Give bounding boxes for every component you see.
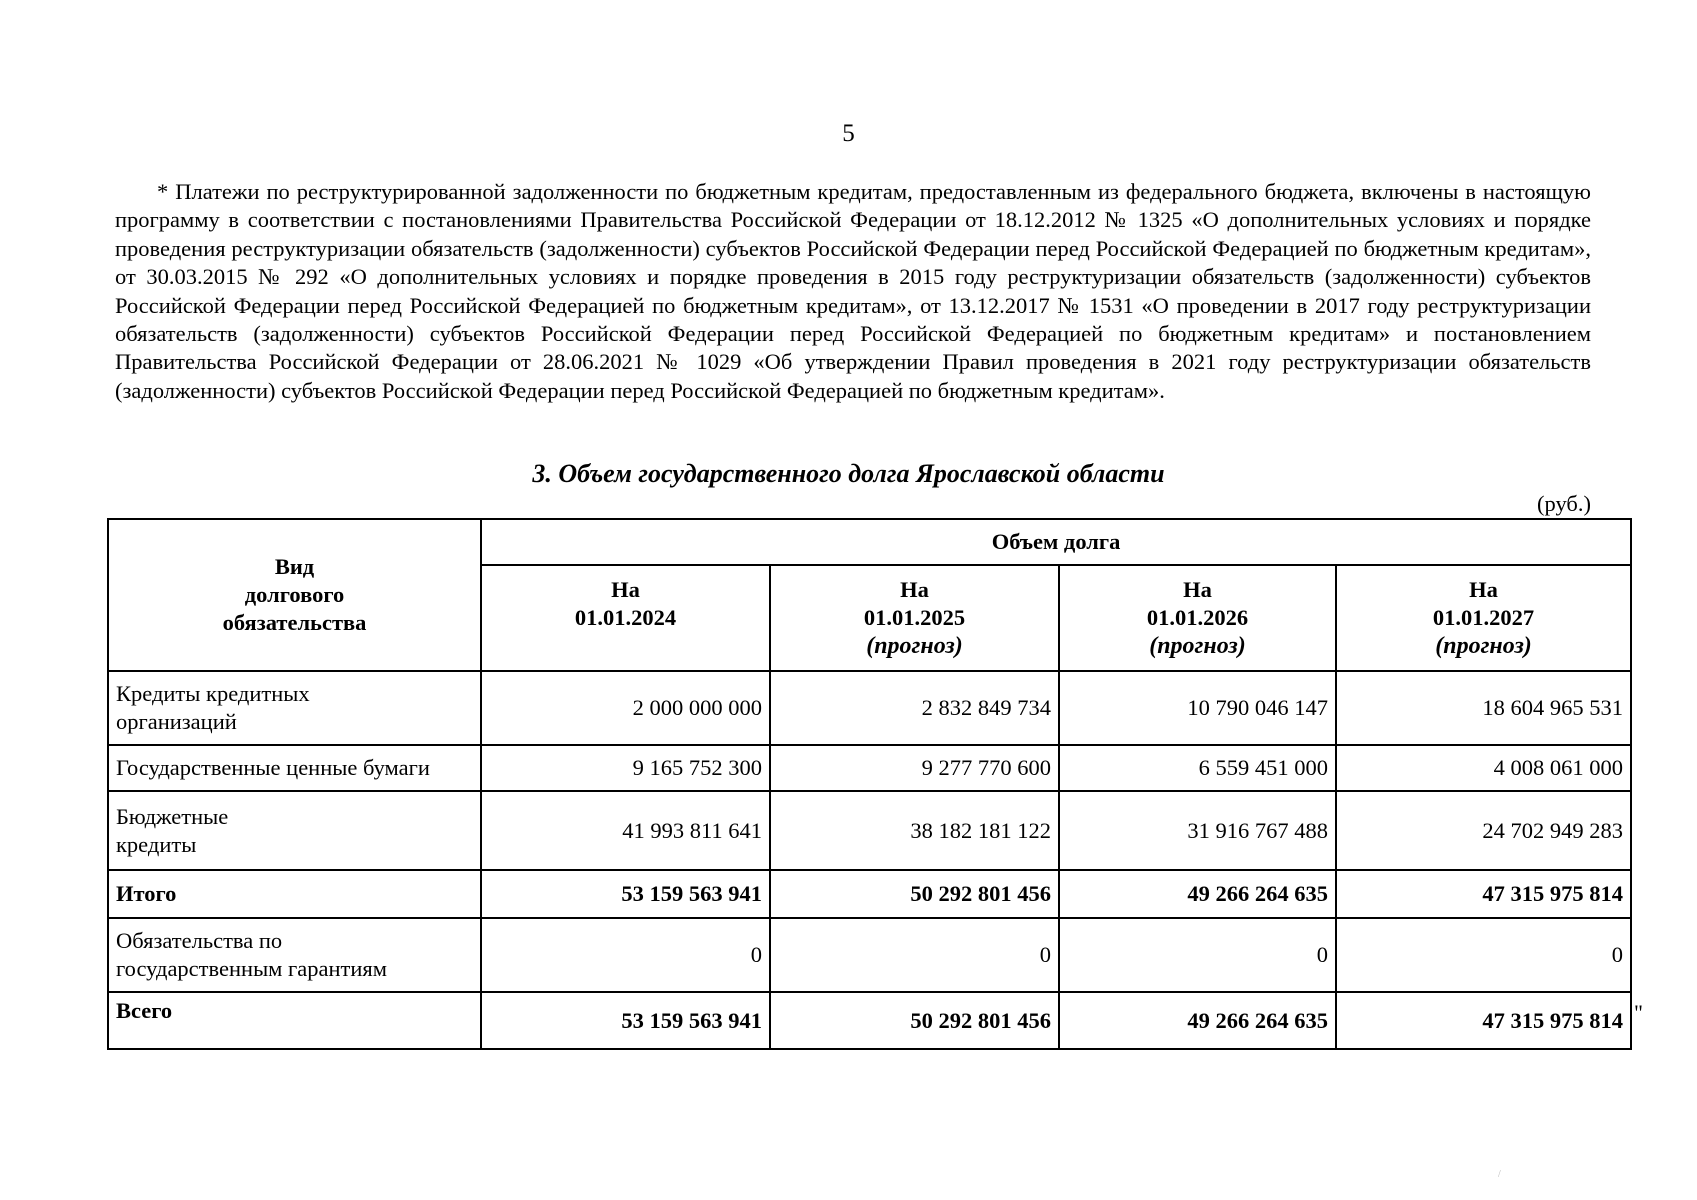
table-row xyxy=(108,745,1631,791)
cell-value: 49 266 264 635 xyxy=(1059,992,1336,1049)
cell-value: 53 159 563 941 xyxy=(481,992,770,1049)
cell-value: 2 832 849 734 xyxy=(770,671,1059,745)
cell-value: 6 559 451 000 xyxy=(1059,745,1336,791)
cell-value: 49 266 264 635 xyxy=(1059,870,1336,918)
cell-value: 9 165 752 300 xyxy=(481,745,770,791)
footnote xyxy=(115,178,1591,405)
header-date-2026 xyxy=(1059,565,1336,671)
header-na: На xyxy=(1183,577,1212,602)
row-label-line: Всего xyxy=(116,998,173,1023)
cell-value: 31 916 767 488 xyxy=(1059,791,1336,870)
cell-value: 47 315 975 814 xyxy=(1336,870,1631,918)
cell-value: 24 702 949 283 xyxy=(1336,791,1631,870)
header-date-2024 xyxy=(481,565,770,671)
debt-table xyxy=(107,518,1632,1050)
cell-value: 4 008 061 000 xyxy=(1336,745,1631,791)
cell-value: 47 315 975 814 xyxy=(1336,992,1631,1049)
header-na: На xyxy=(611,577,640,602)
header-debt-type-line: Вид xyxy=(274,554,315,579)
header-debt-type xyxy=(108,519,481,671)
cell-value: 18 604 965 531 xyxy=(1336,671,1631,745)
header-debt-type-line: обязательства xyxy=(222,610,367,635)
header-debt-volume: Объем долга xyxy=(481,519,1631,565)
header-forecast-note xyxy=(489,632,762,660)
row-label-line: Государственные ценные бумаги xyxy=(116,755,430,780)
header-forecast-note: (прогноз) xyxy=(1149,633,1246,659)
footnote-text: * Платежи по реструктурированной задолженности по бюджетным кредитам, предоставленным из федерального бюджета, включены в настоящую программу в соответствии с постановлениями Правительства Российской Федерации от 18.12.2012 № 1325 «О дополнительных условиях и порядке проведения реструктуризации обязательств (задолженности) субъектов Российской Федерации перед Российской Федерацией по бюджетным кредитам», от 30.03.2015 № 292 «О дополнительных условиях и порядке проведения в 2015 году реструктуризации обязательств (задолженности) субъектов Российской Федерации перед Российской Федерацией по бюджетным кредитам», от 13.12.2017 № 1531 «О проведении в 2017 году реструктуризации обязательств (задолженности) субъектов Российской Федерации перед Российской Федерацией по бюджетным кредитам» и постановлением Правительства Российской Федерации от 28.06.2021 № 1029 «Об утверждении Правил проведения в 2021 году реструктуризации обязательств (задолженности) субъектов Российской Федерации перед Российской Федерацией по бюджетным кредитам». xyxy=(115,179,1591,403)
row-label-line: кредиты xyxy=(116,831,197,857)
header-forecast-note: (прогноз) xyxy=(866,633,963,659)
header-date-2025 xyxy=(770,565,1059,671)
cell-value: 53 159 563 941 xyxy=(481,870,770,918)
row-label-line: Итого xyxy=(116,881,177,906)
cell-value: 0 xyxy=(1059,918,1336,992)
header-date: 01.01.2026 xyxy=(1146,605,1249,630)
header-forecast-note: (прогноз) xyxy=(1435,633,1532,659)
header-date: 01.01.2025 xyxy=(863,605,966,630)
row-label xyxy=(108,918,481,992)
row-label-line: государственным гарантиям xyxy=(116,956,387,981)
header-debt-type-line: долгового xyxy=(244,582,345,607)
table-row xyxy=(108,870,1631,918)
section-title: 3. Объем государственного долга Ярославской области xyxy=(532,459,1165,488)
header-na: На xyxy=(1469,577,1498,602)
cell-value: 0 xyxy=(1336,918,1631,992)
table-row xyxy=(108,918,1631,992)
unit-label: (руб.) xyxy=(1537,491,1591,516)
cell-value: 10 790 046 147 xyxy=(1059,671,1336,745)
row-label-line: Обязательства по xyxy=(116,928,283,953)
row-label-line: Кредиты кредитных xyxy=(116,681,310,706)
row-label-line: организаций xyxy=(116,709,237,734)
cell-value: 2 000 000 000 xyxy=(481,671,770,745)
page-number: 5 xyxy=(842,120,855,147)
cell-value: 38 182 181 122 xyxy=(770,791,1059,870)
header-na: На xyxy=(900,577,929,602)
header-date: 01.01.2027 xyxy=(1432,605,1535,630)
row-label xyxy=(108,791,481,870)
table-row xyxy=(108,992,1631,1049)
row-label xyxy=(108,671,481,745)
header-date: 01.01.2024 xyxy=(574,605,677,630)
cell-value: 0 xyxy=(481,918,770,992)
corner-mark: / xyxy=(1498,1169,1501,1180)
row-label-line: Бюджетные xyxy=(116,803,229,829)
closing-quote-mark: " xyxy=(1634,1000,1643,1025)
cell-value: 41 993 811 641 xyxy=(481,791,770,870)
row-label xyxy=(108,745,481,791)
cell-value: 9 277 770 600 xyxy=(770,745,1059,791)
cell-value: 0 xyxy=(770,918,1059,992)
header-date-2027 xyxy=(1336,565,1631,671)
row-label xyxy=(108,992,481,1049)
table-row xyxy=(108,791,1631,870)
cell-value: 50 292 801 456 xyxy=(770,870,1059,918)
table-row xyxy=(108,671,1631,745)
row-label xyxy=(108,870,481,918)
cell-value: 50 292 801 456 xyxy=(770,992,1059,1049)
